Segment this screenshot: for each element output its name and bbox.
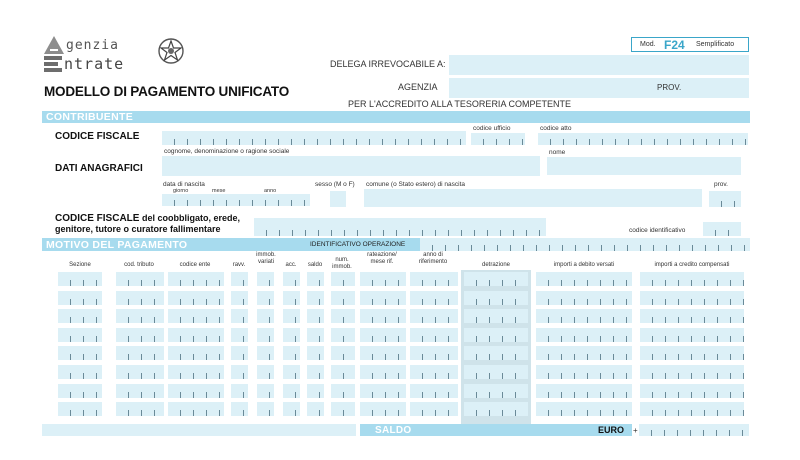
- sesso-field[interactable]: [330, 191, 346, 207]
- form-title: MODELLO DI PAGAMENTO UNIFICATO: [44, 84, 289, 99]
- prov-label: PROV.: [657, 83, 682, 92]
- saldo-cell[interactable]: [307, 272, 324, 286]
- agenzia-label: AGENZIA: [398, 82, 438, 92]
- sezione-cell[interactable]: [58, 365, 102, 379]
- coobbligato-bold: CODICE FISCALE: [55, 213, 140, 224]
- saldo-cell[interactable]: [307, 346, 324, 360]
- importo-credito-cell[interactable]: [640, 346, 744, 360]
- model-code: F24: [664, 38, 685, 52]
- codice-ente-cell[interactable]: [168, 346, 224, 360]
- codice-identificativo-label: codice identificativo: [629, 227, 686, 234]
- accredito-label: PER L'ACCREDITO ALLA TESORERIA COMPETENTE: [348, 99, 571, 109]
- codice-fiscale-field[interactable]: [162, 131, 466, 145]
- col-immob-line1: immob.: [256, 252, 276, 258]
- model-prefix: Mod.: [640, 41, 656, 48]
- coobbligato-field[interactable]: [254, 218, 546, 236]
- dati-anagrafici-label: DATI ANAGRAFICI: [55, 163, 143, 174]
- col-acc: acc.: [285, 262, 297, 268]
- num-immob-cell[interactable]: [331, 272, 355, 286]
- nome-label: nome: [549, 149, 566, 156]
- saldo-plus: +: [633, 426, 638, 435]
- num-immob-cell[interactable]: [331, 402, 355, 416]
- saldo-cell[interactable]: [307, 309, 324, 323]
- importo-debito-cell[interactable]: [536, 365, 632, 379]
- sezione-cell[interactable]: [58, 346, 102, 360]
- col-anno-riferimento: [409, 252, 457, 266]
- codice-ente-cell[interactable]: [168, 328, 224, 342]
- euro-label: EURO: [598, 425, 625, 435]
- ravv-cell[interactable]: [231, 365, 248, 379]
- col-rateazione-line2: mese rif.: [370, 259, 394, 265]
- sezione-cell[interactable]: [58, 384, 102, 398]
- importo-debito-cell[interactable]: [536, 346, 632, 360]
- anno-riferimento-cell[interactable]: [410, 384, 458, 398]
- prov-nascita-label: prov.: [714, 181, 728, 188]
- col-cod-tributo: cod. tributo: [124, 262, 154, 268]
- col-num-line2: immob.: [332, 264, 352, 270]
- anno-riferimento-cell[interactable]: [410, 272, 458, 286]
- sezione-cell[interactable]: [58, 328, 102, 342]
- rateazione-cell[interactable]: [360, 328, 406, 342]
- anno-riferimento-cell[interactable]: [410, 291, 458, 305]
- importo-credito-cell[interactable]: [640, 291, 744, 305]
- col-num-line1: num.: [335, 257, 349, 263]
- col-num-immob: [329, 257, 355, 271]
- cod-tributo-cell[interactable]: [116, 291, 164, 305]
- logo-line-entrate: ntrate: [64, 55, 125, 73]
- italian-republic-emblem-icon: [157, 36, 185, 66]
- importo-credito-cell[interactable]: [640, 365, 744, 379]
- codice-ente-cell[interactable]: [168, 291, 224, 305]
- nome-field[interactable]: [547, 157, 741, 175]
- anno-riferimento-cell[interactable]: [410, 309, 458, 323]
- cod-tributo-cell[interactable]: [116, 384, 164, 398]
- ravv-cell[interactable]: [231, 272, 248, 286]
- cod-tributo-cell[interactable]: [116, 309, 164, 323]
- col-immob-variati: [253, 252, 279, 266]
- ravv-cell[interactable]: [231, 346, 248, 360]
- num-immob-cell[interactable]: [331, 384, 355, 398]
- detrazione-cell[interactable]: [464, 346, 528, 360]
- rateazione-cell[interactable]: [360, 402, 406, 416]
- sezione-cell[interactable]: [58, 291, 102, 305]
- ravv-cell[interactable]: [231, 328, 248, 342]
- col-ravv: ravv.: [232, 262, 246, 268]
- model-badge: [631, 37, 749, 52]
- detrazione-cell[interactable]: [464, 309, 528, 323]
- saldo-band: [360, 424, 633, 436]
- col-anno-line1: anno di: [423, 252, 443, 258]
- num-immob-cell[interactable]: [331, 291, 355, 305]
- acc-cell[interactable]: [283, 384, 300, 398]
- saldo-cell[interactable]: [307, 384, 324, 398]
- motivo-title: MOTIVO DEL PAGAMENTO: [46, 239, 188, 251]
- detrazione-cell[interactable]: [464, 402, 528, 416]
- anno-riferimento-cell[interactable]: [410, 365, 458, 379]
- cod-tributo-cell[interactable]: [116, 346, 164, 360]
- cognome-field[interactable]: [162, 156, 540, 176]
- detrazione-cell[interactable]: [464, 365, 528, 379]
- prov-nascita-field[interactable]: [709, 191, 741, 207]
- detrazione-cell[interactable]: [464, 328, 528, 342]
- rateazione-cell[interactable]: [360, 365, 406, 379]
- codice-ente-cell[interactable]: [168, 272, 224, 286]
- saldo-cell[interactable]: [307, 291, 324, 305]
- rateazione-cell[interactable]: [360, 272, 406, 286]
- acc-cell[interactable]: [283, 328, 300, 342]
- num-immob-cell[interactable]: [331, 365, 355, 379]
- detrazione-cell[interactable]: [464, 384, 528, 398]
- anno-label: anno: [264, 188, 277, 194]
- saldo-label: SALDO: [375, 425, 412, 436]
- col-sezione: Sezione: [69, 262, 91, 268]
- data-nascita-label: data di nascita: [163, 181, 205, 188]
- importo-credito-cell[interactable]: [640, 309, 744, 323]
- detrazione-cell[interactable]: [464, 272, 528, 286]
- codice-ufficio-label: codice ufficio: [473, 125, 511, 132]
- cod-tributo-cell[interactable]: [116, 402, 164, 416]
- cod-tributo-cell[interactable]: [116, 365, 164, 379]
- delega-label: DELEGA IRREVOCABILE A:: [330, 59, 446, 69]
- immob-variati-cell[interactable]: [257, 291, 274, 305]
- sezione-cell[interactable]: [58, 272, 102, 286]
- codice-ente-cell[interactable]: [168, 309, 224, 323]
- col-importi-debito: importi a debito versati: [553, 262, 615, 268]
- anno-riferimento-cell[interactable]: [410, 346, 458, 360]
- col-detrazione: detrazione: [481, 262, 511, 268]
- col-rateazione: [359, 252, 405, 266]
- codice-atto-label: codice atto: [540, 125, 572, 132]
- model-suffix: Semplificato: [696, 41, 735, 48]
- acc-cell[interactable]: [283, 402, 300, 416]
- rateazione-cell[interactable]: [360, 384, 406, 398]
- agenzia-entrate-logo: [40, 34, 160, 74]
- immob-variati-cell[interactable]: [257, 402, 274, 416]
- acc-cell[interactable]: [283, 309, 300, 323]
- importo-credito-cell[interactable]: [640, 384, 744, 398]
- acc-cell[interactable]: [283, 365, 300, 379]
- importo-credito-cell[interactable]: [640, 402, 744, 416]
- codice-ente-cell[interactable]: [168, 402, 224, 416]
- anno-riferimento-cell[interactable]: [410, 402, 458, 416]
- anno-riferimento-cell[interactable]: [410, 328, 458, 342]
- sesso-label: sesso (M o F): [315, 181, 355, 188]
- col-importi-credito: importi a credito compensati: [654, 262, 730, 268]
- coobbligato-label: [55, 213, 240, 235]
- saldo-cell[interactable]: [307, 328, 324, 342]
- importo-debito-cell[interactable]: [536, 309, 632, 323]
- identificativo-operazione-field[interactable]: [420, 238, 750, 251]
- contribuente-band: [42, 111, 750, 123]
- agenzia-field[interactable]: [449, 78, 749, 98]
- col-immob-line2: variati: [257, 259, 274, 265]
- immob-variati-cell[interactable]: [257, 384, 274, 398]
- num-immob-cell[interactable]: [331, 346, 355, 360]
- codice-identificativo-field[interactable]: [703, 222, 741, 236]
- num-immob-cell[interactable]: [331, 309, 355, 323]
- codice-ente-cell[interactable]: [168, 365, 224, 379]
- codice-ufficio-field[interactable]: [471, 133, 525, 145]
- contribuente-title: CONTRIBUENTE: [46, 111, 134, 123]
- importo-credito-cell[interactable]: [640, 272, 744, 286]
- immob-variati-cell[interactable]: [257, 365, 274, 379]
- identificativo-label: IDENTIFICATIVO OPERAZIONE: [310, 241, 406, 248]
- rateazione-cell[interactable]: [360, 291, 406, 305]
- ravv-cell[interactable]: [231, 291, 248, 305]
- importo-credito-cell[interactable]: [640, 328, 744, 342]
- saldo-cell[interactable]: [307, 402, 324, 416]
- immob-variati-cell[interactable]: [257, 328, 274, 342]
- delega-field[interactable]: [449, 55, 749, 75]
- immob-variati-cell[interactable]: [257, 272, 274, 286]
- cod-tributo-cell[interactable]: [116, 272, 164, 286]
- col-rateazione-line1: rateazione/: [367, 252, 397, 258]
- coobbligato-rest: del coobbligato, erede,: [139, 213, 240, 223]
- logo-line-agenzia: genzia: [66, 38, 119, 53]
- rateazione-cell[interactable]: [360, 309, 406, 323]
- col-anno-line2: riferimento: [418, 259, 448, 265]
- col-saldo: saldo: [307, 262, 323, 268]
- acc-cell[interactable]: [283, 291, 300, 305]
- importo-debito-cell[interactable]: [536, 291, 632, 305]
- codice-ente-cell[interactable]: [168, 384, 224, 398]
- cognome-label: cognome, denominazione o ragione sociale: [164, 148, 290, 155]
- importo-debito-cell[interactable]: [536, 402, 632, 416]
- comune-field[interactable]: [364, 189, 702, 207]
- sezione-cell[interactable]: [58, 309, 102, 323]
- detrazione-cell[interactable]: [464, 291, 528, 305]
- codice-atto-field[interactable]: [538, 133, 748, 145]
- data-nascita-field[interactable]: [162, 194, 310, 206]
- importo-debito-cell[interactable]: [536, 384, 632, 398]
- mese-label: mese: [212, 188, 226, 194]
- cod-tributo-cell[interactable]: [116, 328, 164, 342]
- comune-label: comune (o Stato estero) di nascita: [366, 181, 465, 188]
- ravv-cell[interactable]: [231, 384, 248, 398]
- importo-debito-cell[interactable]: [536, 272, 632, 286]
- footer-strip: [42, 424, 356, 436]
- saldo-cell[interactable]: [307, 365, 324, 379]
- immob-variati-cell[interactable]: [257, 346, 274, 360]
- rateazione-cell[interactable]: [360, 346, 406, 360]
- ravv-cell[interactable]: [231, 402, 248, 416]
- col-codice-ente: codice ente: [179, 262, 211, 268]
- giorno-label: giorno: [173, 188, 189, 194]
- ravv-cell[interactable]: [231, 309, 248, 323]
- saldo-credito-field[interactable]: [639, 424, 749, 436]
- acc-cell[interactable]: [283, 272, 300, 286]
- coobbligato-line2: genitore, tutore o curatore fallimentare: [55, 224, 221, 234]
- acc-cell[interactable]: [283, 346, 300, 360]
- codice-fiscale-label: CODICE FISCALE: [55, 131, 140, 142]
- num-immob-cell[interactable]: [331, 328, 355, 342]
- immob-variati-cell[interactable]: [257, 309, 274, 323]
- importo-debito-cell[interactable]: [536, 328, 632, 342]
- sezione-cell[interactable]: [58, 402, 102, 416]
